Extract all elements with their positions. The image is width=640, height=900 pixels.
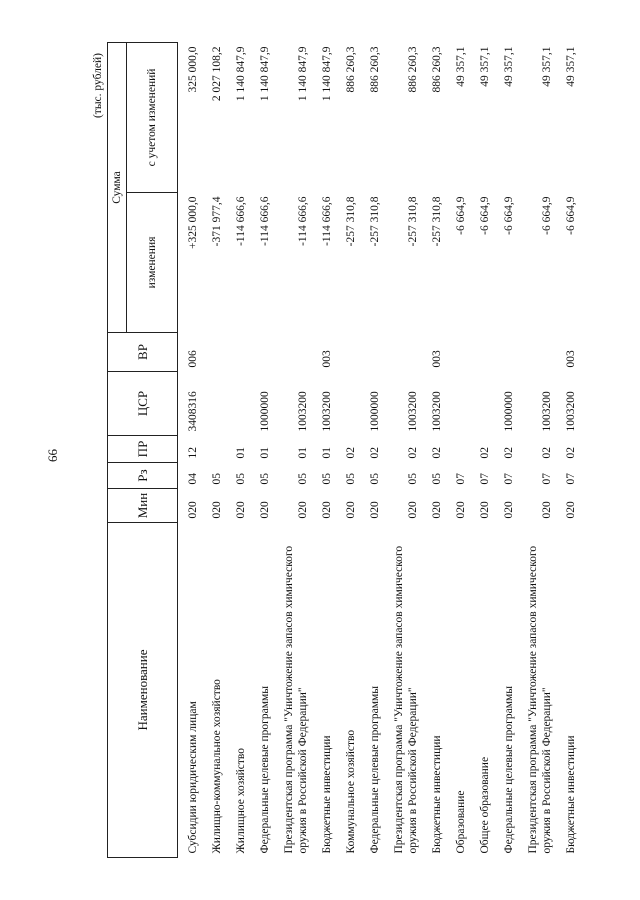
- row-rz: 05: [320, 473, 333, 485]
- row-change: -6 664,9: [564, 196, 577, 235]
- row-vr: [336, 333, 360, 372]
- row-name: Бюджетные инвестиции: [430, 735, 443, 854]
- row-vr: [202, 333, 226, 372]
- row-pr: [446, 436, 470, 463]
- row-pr: 02: [368, 447, 381, 459]
- row-min: 020: [478, 501, 491, 519]
- row-change: -6 664,9: [478, 196, 491, 235]
- row-rz: 05: [210, 473, 223, 485]
- table-row: [226, 42, 250, 857]
- row-name: Коммунальное хозяйство: [344, 729, 357, 854]
- row-vr: [226, 333, 250, 372]
- row-name: Бюджетные инвестиции: [320, 735, 333, 854]
- row-name: Федеральные целевые программы: [502, 685, 515, 854]
- table-row: [518, 42, 556, 857]
- row-pr: [202, 436, 226, 463]
- row-pr: 01: [296, 447, 309, 459]
- row-min: 020: [234, 501, 247, 519]
- header-vr: ВР: [108, 333, 178, 372]
- header-with-changes: с учетом изменений: [127, 42, 178, 192]
- row-csr: 1000000: [502, 391, 515, 432]
- row-rz: 05: [344, 473, 357, 485]
- row-change: -6 664,9: [502, 196, 515, 235]
- row-pr: 02: [564, 447, 577, 459]
- row-rz: 07: [478, 473, 491, 485]
- row-vr: 003: [564, 350, 577, 368]
- row-csr: 1003200: [406, 391, 419, 432]
- table-row: [178, 42, 203, 857]
- row-pr: 02: [406, 447, 419, 459]
- row-min: 020: [502, 501, 515, 519]
- row-total: 886 260,3: [344, 46, 357, 93]
- row-rz: 05: [430, 473, 443, 485]
- row-total: 49 357,1: [564, 46, 577, 87]
- row-rz: 05: [234, 473, 247, 485]
- row-total: 886 260,3: [368, 46, 381, 93]
- row-change: +325 000,0: [186, 196, 199, 249]
- row-rz: 07: [540, 473, 553, 485]
- row-min: 020: [454, 501, 467, 519]
- row-csr: 1000000: [258, 391, 271, 432]
- row-total: 1 140 847,9: [296, 46, 309, 102]
- row-change: -6 664,9: [540, 196, 553, 235]
- header-rz: Рз: [108, 463, 178, 489]
- row-csr: [226, 372, 250, 436]
- row-min: 020: [320, 501, 333, 519]
- row-vr: [518, 333, 556, 372]
- table-row: [312, 42, 336, 857]
- row-total: 2 027 108,2: [210, 46, 223, 102]
- row-csr: 1003200: [540, 391, 553, 432]
- table-row: [446, 42, 470, 857]
- row-vr: 006: [186, 350, 199, 368]
- row-rz: 05: [368, 473, 381, 485]
- row-min: 020: [210, 501, 223, 519]
- budget-table: [107, 42, 580, 858]
- row-rz: 04: [186, 473, 199, 485]
- row-total: 1 140 847,9: [258, 46, 271, 102]
- row-change: -257 310,8: [368, 196, 381, 247]
- row-csr: [336, 372, 360, 436]
- header-csr: ЦСР: [108, 372, 178, 436]
- row-name: Президентская программа "Уничтожение запасов химического оружия в Российской Федерации": [283, 545, 309, 854]
- row-vr: 003: [320, 350, 333, 368]
- row-name: Федеральные целевые программы: [368, 685, 381, 854]
- table-row: [250, 42, 274, 857]
- row-change: -257 310,8: [406, 196, 419, 247]
- row-csr: [446, 372, 470, 436]
- row-name: Жилищно-коммунальное хозяйство: [210, 679, 223, 854]
- header-summa: Сумма: [108, 42, 127, 332]
- row-pr: 02: [502, 447, 515, 459]
- row-change: -371 977,4: [210, 196, 223, 247]
- row-name: Федеральные целевые программы: [258, 685, 271, 854]
- table-row: [470, 42, 494, 857]
- table-row: [556, 42, 580, 857]
- row-vr: [470, 333, 494, 372]
- row-csr: 1003200: [296, 391, 309, 432]
- table-row: [274, 42, 312, 857]
- row-min: 020: [186, 501, 199, 519]
- row-min: 020: [406, 501, 419, 519]
- row-name: Президентская программа "Уничтожение запасов химического оружия в Российской Федерации": [393, 545, 419, 854]
- row-name: Образование: [454, 790, 467, 854]
- row-total: 49 357,1: [540, 46, 553, 87]
- row-vr: 003: [430, 350, 443, 368]
- row-change: -257 310,8: [430, 196, 443, 247]
- row-csr: 3408316: [186, 391, 199, 432]
- table-row: [494, 42, 518, 857]
- row-vr: [250, 333, 274, 372]
- row-vr: [360, 333, 384, 372]
- row-pr: 01: [258, 447, 271, 459]
- page-number: 66: [45, 449, 60, 462]
- row-csr: 1003200: [564, 391, 577, 432]
- table-body: [178, 42, 581, 857]
- row-csr: 1003200: [320, 391, 333, 432]
- row-change: -114 666,6: [234, 196, 247, 246]
- row-min: 020: [430, 501, 443, 519]
- row-total: 886 260,3: [406, 46, 419, 93]
- row-pr: 01: [320, 447, 333, 459]
- rotated-table-page: [90, 43, 610, 858]
- row-total: 886 260,3: [430, 46, 443, 93]
- table-row: [360, 42, 384, 857]
- row-min: 020: [564, 501, 577, 519]
- row-change: -257 310,8: [344, 196, 357, 247]
- row-total: 49 357,1: [502, 46, 515, 87]
- header-changes: изменения: [127, 193, 178, 333]
- row-name: Президентская программа "Уничтожение запасов химического оружия в Российской Федерации": [527, 545, 553, 854]
- table-row: [202, 42, 226, 857]
- row-csr: [470, 372, 494, 436]
- row-total: 1 140 847,9: [234, 46, 247, 102]
- row-vr: [494, 333, 518, 372]
- row-rz: 07: [564, 473, 577, 485]
- row-min: 020: [540, 501, 553, 519]
- row-vr: [274, 333, 312, 372]
- header-name: Наименование: [108, 523, 178, 858]
- row-pr: 02: [430, 447, 443, 459]
- row-rz: 05: [258, 473, 271, 485]
- row-total: 325 000,0: [186, 46, 199, 93]
- row-pr: 12: [186, 447, 199, 459]
- header-min: Мин: [108, 489, 178, 523]
- row-vr: [384, 333, 422, 372]
- row-name: Бюджетные инвестиции: [564, 735, 577, 854]
- units-caption: (тыс. рублей): [92, 53, 104, 119]
- row-total: 1 140 847,9: [320, 46, 333, 102]
- table-row: [422, 42, 446, 857]
- row-rz: 07: [454, 473, 467, 485]
- row-min: 020: [258, 501, 271, 519]
- row-pr: 01: [234, 447, 247, 459]
- row-name: Жилищное хозяйство: [234, 747, 247, 854]
- row-change: -114 666,6: [320, 196, 333, 246]
- row-total: 49 357,1: [454, 46, 467, 87]
- row-min: 020: [368, 501, 381, 519]
- row-min: 020: [344, 501, 357, 519]
- row-change: -114 666,6: [258, 196, 271, 246]
- row-pr: 02: [478, 447, 491, 459]
- row-pr: 02: [344, 447, 357, 459]
- row-min: 020: [296, 501, 309, 519]
- row-rz: 05: [406, 473, 419, 485]
- header-pr: ПР: [108, 436, 178, 463]
- table-row: [384, 42, 422, 857]
- row-csr: 1000000: [368, 391, 381, 432]
- row-rz: 07: [502, 473, 515, 485]
- row-name: Общее образование: [478, 756, 491, 854]
- table-row: [336, 42, 360, 857]
- row-name: Субсидии юридическим лицам: [186, 701, 199, 854]
- row-rz: 05: [296, 473, 309, 485]
- row-change: -114 666,6: [296, 196, 309, 246]
- row-pr: 02: [540, 447, 553, 459]
- row-change: -6 664,9: [454, 196, 467, 235]
- row-total: 49 357,1: [478, 46, 491, 87]
- row-csr: 1003200: [430, 391, 443, 432]
- row-csr: [202, 372, 226, 436]
- row-vr: [446, 333, 470, 372]
